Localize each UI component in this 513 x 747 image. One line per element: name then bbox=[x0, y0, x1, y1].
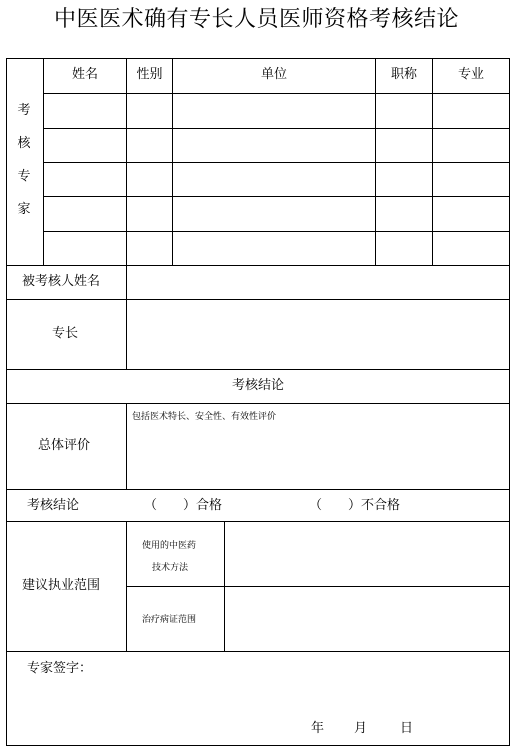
expert-major-field[interactable] bbox=[433, 197, 509, 231]
experts-side-char: 专 bbox=[17, 169, 31, 184]
expert-name-field[interactable] bbox=[44, 94, 126, 128]
header-major: 专业 bbox=[457, 67, 484, 82]
overall-evaluation-hint: 包括医术特长、安全性、有效性评价 bbox=[132, 412, 277, 422]
expert-row-3 bbox=[44, 163, 509, 196]
expert-unit-field[interactable] bbox=[173, 94, 375, 128]
expert-major-field[interactable] bbox=[433, 94, 509, 128]
expert-gender-field[interactable] bbox=[127, 129, 172, 162]
expert-gender-field[interactable] bbox=[127, 197, 172, 231]
candidate-name-label: 被考核人姓名 bbox=[22, 274, 101, 289]
expert-unit-field[interactable] bbox=[173, 197, 375, 231]
expert-major-field[interactable] bbox=[433, 129, 509, 162]
expert-gender-field[interactable] bbox=[127, 232, 172, 265]
expert-signature-label: 专家签字： bbox=[27, 661, 93, 676]
header-title: 职称 bbox=[390, 67, 417, 82]
expert-unit-field[interactable] bbox=[173, 129, 375, 162]
expert-gender-field[interactable] bbox=[127, 94, 172, 128]
experts-side-char: 核 bbox=[17, 136, 31, 151]
pass-option[interactable]: （ ）合格 bbox=[144, 498, 223, 513]
expert-signature-field[interactable] bbox=[100, 655, 500, 710]
header-unit: 单位 bbox=[260, 67, 287, 82]
disease-scope-field[interactable] bbox=[225, 587, 509, 651]
expert-unit-field[interactable] bbox=[173, 232, 375, 265]
result-label: 考核结论 bbox=[27, 498, 80, 513]
expert-name-field[interactable] bbox=[44, 197, 126, 231]
page-title: 中医医术确有专长人员医师资格考核结论 bbox=[53, 7, 459, 32]
overall-evaluation-label: 总体评价 bbox=[38, 438, 91, 453]
tcm-methods-label-line1: 使用的中医药 bbox=[142, 541, 197, 551]
expert-title-field[interactable] bbox=[376, 163, 432, 196]
date-day-label: 日 bbox=[400, 721, 414, 736]
expert-name-field[interactable] bbox=[44, 232, 126, 265]
expert-gender-field[interactable] bbox=[127, 163, 172, 196]
specialty-field[interactable] bbox=[127, 300, 509, 369]
disease-scope-label: 治疗病证范围 bbox=[142, 615, 197, 625]
fail-option[interactable]: （ ）不合格 bbox=[309, 498, 401, 513]
expert-unit-field[interactable] bbox=[173, 163, 375, 196]
expert-title-field[interactable] bbox=[376, 129, 432, 162]
expert-name-field[interactable] bbox=[44, 163, 126, 196]
expert-row-1 bbox=[44, 94, 509, 128]
date-year-label: 年 bbox=[311, 721, 325, 736]
expert-title-field[interactable] bbox=[376, 232, 432, 265]
date-month-label: 月 bbox=[354, 721, 368, 736]
conclusion-section-header: 考核结论 bbox=[231, 378, 284, 393]
expert-row-4 bbox=[44, 197, 509, 231]
header-name: 姓名 bbox=[71, 67, 98, 82]
candidate-name-field[interactable] bbox=[127, 266, 509, 299]
experts-side-label bbox=[14, 94, 34, 226]
expert-name-field[interactable] bbox=[44, 129, 126, 162]
expert-row-2 bbox=[44, 129, 509, 162]
expert-title-field[interactable] bbox=[376, 197, 432, 231]
specialty-label: 专长 bbox=[52, 326, 79, 341]
expert-row-5 bbox=[44, 232, 509, 265]
experts-side-char: 考 bbox=[17, 103, 31, 118]
header-gender: 性别 bbox=[136, 67, 163, 82]
tcm-methods-label-line2: 技术方法 bbox=[152, 563, 189, 573]
expert-title-field[interactable] bbox=[376, 94, 432, 128]
expert-major-field[interactable] bbox=[433, 232, 509, 265]
overall-evaluation-field[interactable] bbox=[127, 404, 509, 489]
expert-major-field[interactable] bbox=[433, 163, 509, 196]
tcm-methods-field[interactable] bbox=[225, 522, 509, 586]
practice-scope-label: 建议执业范围 bbox=[22, 578, 101, 593]
experts-side-char: 家 bbox=[17, 202, 31, 217]
